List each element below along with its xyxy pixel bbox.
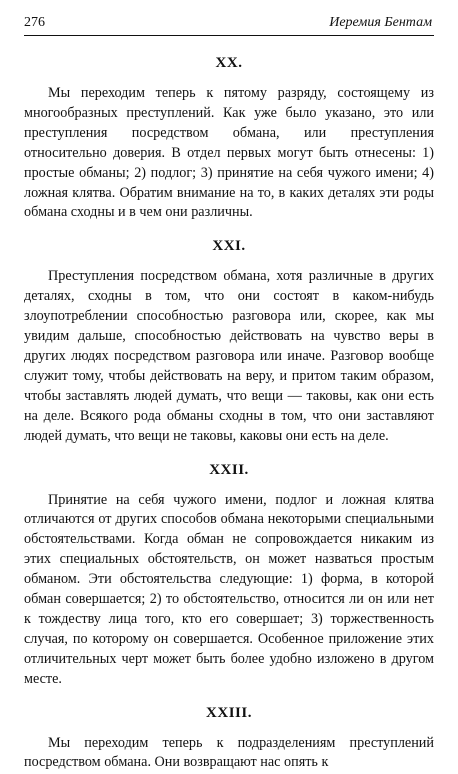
section-heading-xx: XX.	[215, 55, 243, 71]
page-number: 276	[24, 15, 45, 30]
running-header	[24, 14, 434, 35]
section-heading-xxi: XXI.	[212, 238, 246, 255]
section-heading-xxiii: XXIII.	[206, 704, 252, 721]
section-paragraph-xxi: Преступления посредством обмана, хотя различные в других деталях, сходны в том, что они состоят в каком-нибудь злоупотреблении способностью разговора или, скорее, как мы увидим дальше, способностью действовать на чувство веры в других людях посредством разговора или иначе. Разговор вообще служит тому, чтобы действовать на веру, и притом таким образом, чтобы заставлять людей думать, что вещи — таковы, как они есть на деле. Всякого рода обманы сходны в том, что они заставляют людей думать, что вещи не таковы, каковы они есть на деле.	[24, 268, 434, 444]
running-title-author: Иеремия Бентам	[329, 15, 432, 30]
section-paragraph-xxii: Принятие на себя чужого имени, подлог и ложная клятва отличаются от других способов обмана некоторыми специальными обстоятельствами. Когда обман не сопровождается никаким из этих специальных обстоятельств, он может назваться простым обманом. Эти обстоятельства следующие: 1) форма, в которой обман совершается; 2) то обстоятельство, относится ли он или нет к тождеству лица того, кто его совершает; 3) торжественность случая, по которому он совершается. Особенное приложение этих отличительных черт может быть более удобно изложено в другом месте.	[24, 491, 434, 687]
section-paragraph-xx: Мы переходим теперь к пятому разряду, состоящему из многообразных преступлений. Как уже было указано, это или преступления посредством обмана, или преступления относительно доверия. В отдел первых могут быть отнесены: 1) простые обманы; 2) подлог; 3) принятие на себя чужого имени; 4) ложная клятва. Обратим внимание на то, в каких деталях эти роды обмана сходны и в чем они различны.	[24, 85, 434, 221]
section-paragraph-xxiii: Мы переходим теперь к подразделениям преступлений посредством обмана. Они возвращают нас опять к	[24, 734, 434, 771]
header-rule	[24, 35, 434, 36]
section-heading-xxii: XXII.	[209, 461, 249, 478]
